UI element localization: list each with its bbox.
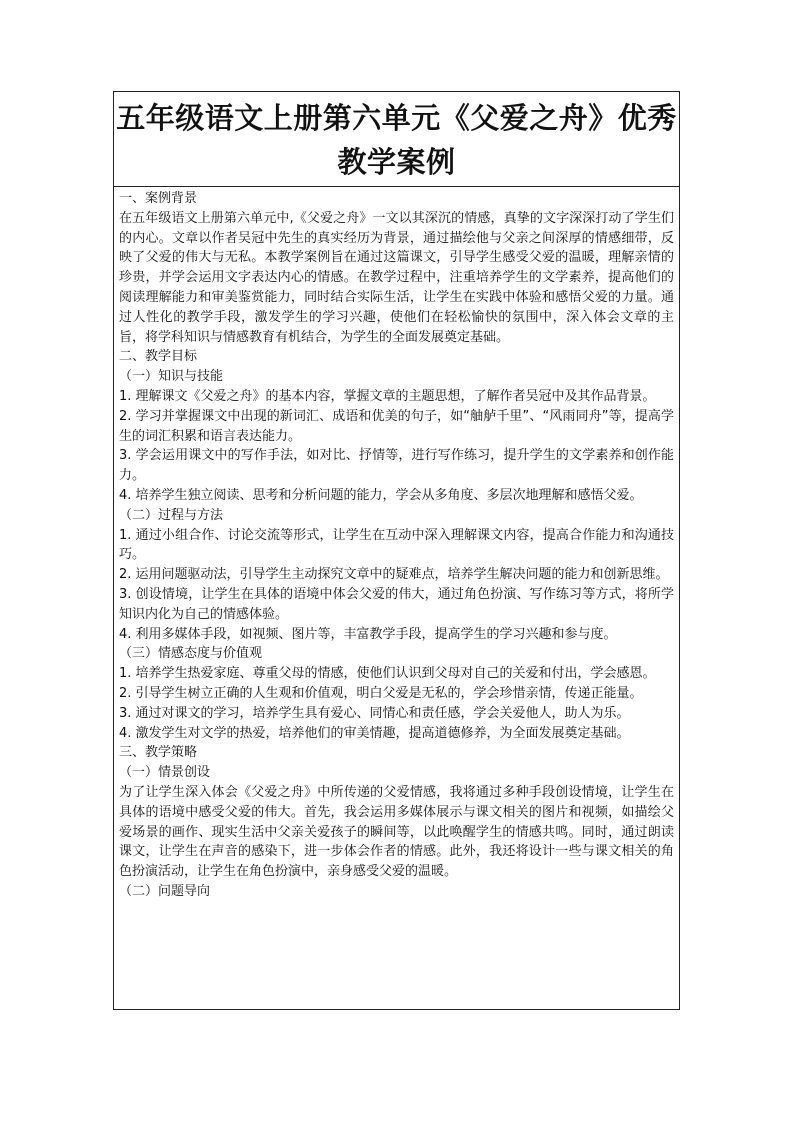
document-title: [116, 96, 677, 184]
section-heading-strategies: 三、教学策略: [119, 745, 198, 761]
objective-item: 3. 学会运用课文中的写作手法，如对比、抒情等，进行写作练习，提升学生的文学素养和创作能力。: [119, 448, 674, 484]
objective-item: 2. 引导学生树立正确的人生观和价值观，明白父爱是无私的，学会珍惜亲情，传递正能量。: [119, 685, 643, 701]
subheading-knowledge-skills: （一）知识与技能: [119, 369, 224, 385]
objective-item: 2. 学习并掌握课文中出现的新词汇、成语和优美的句子，如“舳舻千里”、“风雨同舟”等，提高学生的词汇积累和语言表达能力。: [119, 408, 674, 444]
subheading-process-methods: （二）过程与方法: [119, 507, 224, 523]
objective-item: 3. 通过对课文的学习，培养学生具有爱心、同情心和责任感，学会关爱他人，助人为乐。: [119, 705, 630, 721]
title-line-2: 教学案例: [337, 145, 456, 179]
subheading-scenario: （一）情景创设: [119, 765, 211, 781]
objective-item: 4. 培养学生独立阅读、思考和分析问题的能力，学会从多角度、多层次地理解和感悟父爱。: [119, 487, 643, 503]
objective-item: 1. 通过小组合作、讨论交流等形式，让学生在互动中深入理解课文内容，提高合作能力和沟通技巧。: [119, 527, 674, 563]
subheading-problem-oriented: （二）问题导向: [119, 883, 211, 899]
document-table: [113, 91, 680, 1010]
subheading-emotion-values: （三）情感态度与价值观: [119, 646, 263, 662]
objective-item: 1. 培养学生热爱家庭、尊重父母的情感，使他们认识到父母对自己的关爱和付出，学会感恩。: [119, 666, 656, 682]
objective-item: 4. 激发学生对文学的热爱，培养他们的审美情趣，提高道德修养，为全面发展奠定基础。: [119, 725, 630, 741]
title-cell: [114, 92, 679, 187]
background-paragraph: 在五年级语文上册第六单元中,《父爱之舟》一文以其深沉的情感，真挚的文字深深打动了学生们的内心。文章以作者吴冠中先生的真实经历为背景，通过描绘他与父亲之间深厚的情感细带，反映了父爱的伟大与无私。本教学案例旨在通过这篇课文，引导学生感受父爱的温暖，理解亲情的珍贵，并学会运用文字表达内心的情感。在教学过程中，注重培养学生的文学素养，提高他们的阅读理解能力和审美鉴赏能力，同时结合实际生活，让学生在实践中体验和感悟父爱的力量。通过人性化的教学手段，激发学生的学习兴趣，使他们在轻松愉快的氛围中，深入体会文章的主旨，将学科知识与情感教育有机结合，为学生的全面发展奠定基础。: [119, 210, 674, 345]
objective-item: 3. 创设情境，让学生在具体的语境中体会父爱的伟大，通过角色扮演、写作练习等方式，将所学知识内化为自己的情感体验。: [119, 586, 674, 622]
section-heading-background: 一、案例背景: [119, 191, 198, 206]
scenario-paragraph: 为了让学生深入体会《父爱之舟》中所传递的父爱情感，我将通过多种手段创设情境，让学生在具体的语境中感受父爱的伟大。首先，我会运用多媒体展示与课文相关的图片和视频，如描绘父爱场景的画作、现实生活中父亲关爱孩子的瞬间等，以此唤醒学生的情感共鸣。同时，通过朗读课文，让学生在声音的感染下，进一步体会作者的情感。此外，我还将设计一些与课文相关的角色扮演活动，让学生在角色扮演中，亲身感受父爱的温暖。: [119, 784, 674, 880]
objective-item: 4. 利用多媒体手段，如视频、图片等，丰富教学手段，提高学生的学习兴趣和参与度。: [119, 626, 617, 642]
content-cell: [114, 187, 679, 902]
section-heading-objectives: 二、教学目标: [119, 349, 198, 365]
objective-item: 2. 运用问题驱动法，引导学生主动探究文章中的疑难点，培养学生解决问题的能力和创新思维。: [119, 567, 669, 583]
objective-item: 1. 理解课文《父爱之舟》的基本内容，掌握文章的主题思想，了解作者吴冠中及其作品背景。: [119, 388, 656, 404]
title-line-1: 五年级语文上册第六单元《父爱之舟》优秀: [116, 101, 677, 135]
